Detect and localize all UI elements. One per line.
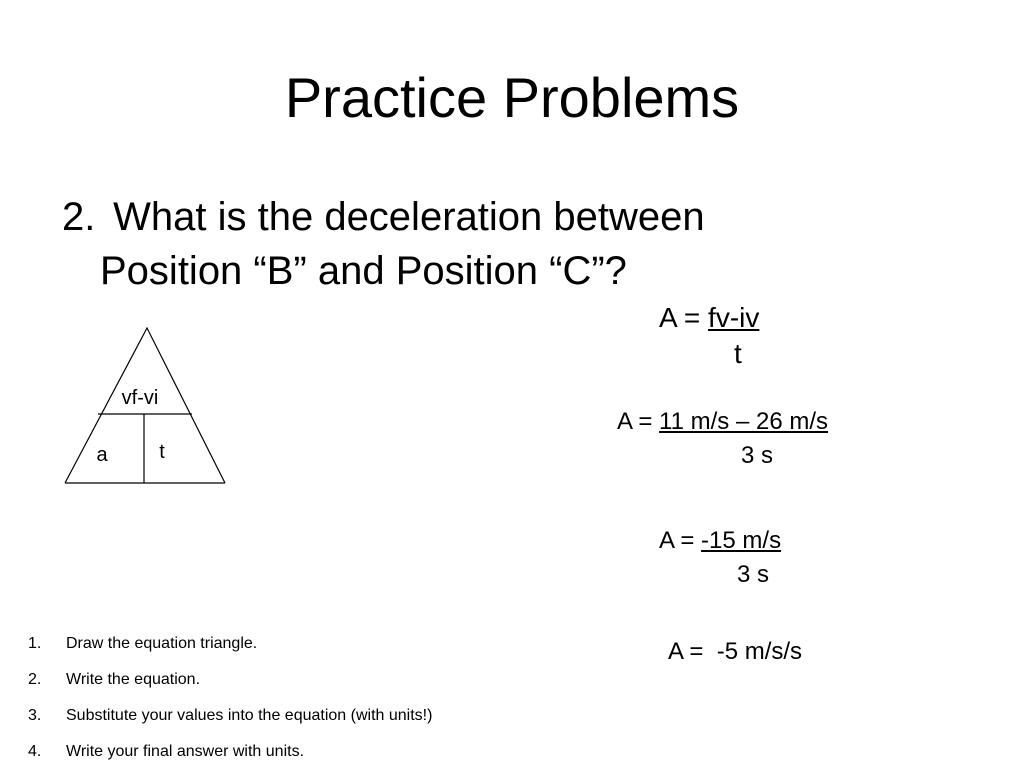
- triangle-bottom-left-label: a: [96, 444, 108, 466]
- step-number: 4.: [28, 743, 42, 760]
- final-answer-lhs: A =: [668, 638, 717, 665]
- formula-1-denominator: t: [734, 338, 742, 369]
- step-number: 2.: [28, 671, 42, 688]
- formula-1-numerator: fv-iv: [708, 302, 760, 333]
- formula-3: [659, 524, 782, 588]
- question-number: 2.: [62, 195, 96, 239]
- final-answer: [668, 635, 802, 669]
- step-text: Write your final answer with units.: [66, 743, 305, 760]
- formula-3-denominator: 3 s: [737, 561, 770, 588]
- step-text: Draw the equation triangle.: [66, 635, 258, 652]
- formula-1: [659, 300, 760, 369]
- formula-2-denominator: 3 s: [741, 442, 774, 469]
- step-item: [28, 630, 432, 666]
- formula-2-numerator: 11 m/s – 26 m/s: [659, 408, 828, 435]
- question-text-line-1: What is the deceleration between: [113, 195, 705, 239]
- formula-3-lhs: A =: [659, 527, 702, 554]
- step-number: 3.: [28, 707, 42, 724]
- step-item: [28, 666, 432, 702]
- triangle-bottom-right-label: t: [159, 441, 165, 463]
- formula-2-lhs: A =: [617, 408, 660, 435]
- slide-title: Practice Problems: [284, 66, 740, 129]
- step-text: Substitute your values into the equation (with units!): [66, 707, 433, 724]
- equation-triangle: [62, 324, 228, 486]
- question-text-line-2: Position “B” and Position “C”?: [100, 249, 627, 293]
- question-line-1: [62, 190, 842, 244]
- step-number: 1.: [28, 635, 42, 652]
- step-text: Write the equation.: [66, 671, 201, 688]
- final-answer-value: -5 m/s/s: [716, 638, 803, 665]
- triangle-top-label: vf-vi: [121, 387, 159, 409]
- formula-3-numerator: -15 m/s: [701, 527, 782, 554]
- step-item: [28, 738, 432, 774]
- step-item: [28, 702, 432, 738]
- formula-1-lhs: A =: [659, 302, 709, 333]
- question: [62, 190, 842, 298]
- formula-2: [617, 405, 828, 469]
- steps-list: [28, 630, 432, 774]
